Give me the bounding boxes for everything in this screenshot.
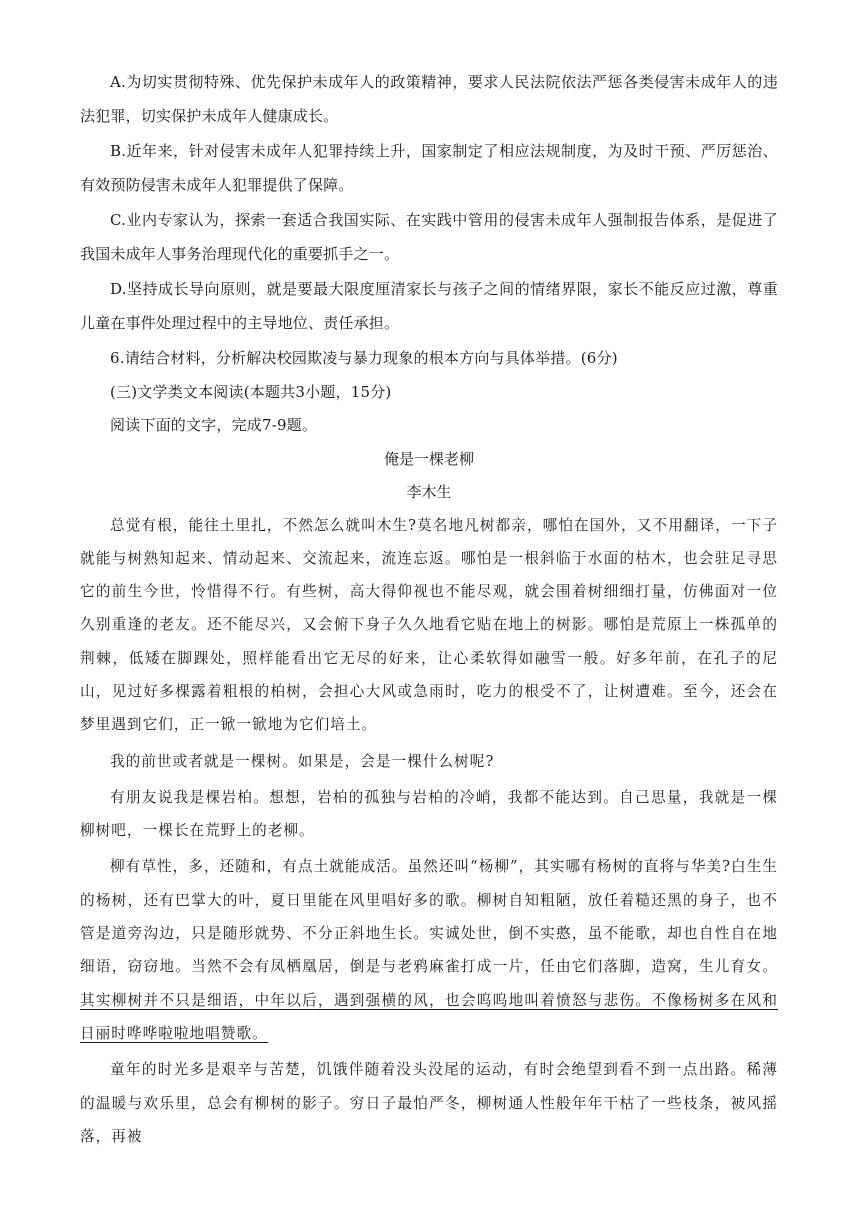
article-paragraph-4	[80, 850, 778, 1050]
option-b: B.近年来，针对侵害未成年人犯罪持续上升，国家制定了相应法规制度，为及时干预、严厉惩治、有效预防侵害未成年人犯罪提供了保障。	[80, 142, 778, 194]
underlined-sentence: 其实柳树并不只是细语，中年以后，遇到强横的风，也会呜呜地叫着愤怒与悲伤。不像杨树多在风和日丽时哗哗啦啦地唱赞歌。	[80, 991, 778, 1042]
paragraph-4-text: 柳有草性，多，还随和，有点土就能成活。虽然还叫“杨柳”，其实哪有杨树的直将与华美?白生生的杨树，还有巴掌大的叶，夏日里能在风里唱好多的歌。柳树自知粗陋，放任着糙还黑的身子，也不管是道旁沟边，只是随形就势、不分正斜地生长。实诚处世，倒不实憨，虽不能歌，却也自性自在地细语，窃窃地。当然不会有凤栖凰居，倒是与老鸦麻雀打成一片，任由它们落脚，造窝，生儿育女。	[80, 858, 778, 976]
option-c: C.业内专家认为，探索一套适合我国实际、在实践中管用的侵害未成年人强制报告体系，是促进了我国未成年人事务治理现代化的重要抓手之一。	[80, 211, 778, 263]
option-d: D.坚持成长导向原则，就是要最大限度厘清家长与孩子之间的情绪界限，家长不能反应过激，尊重儿童在事件处理过程中的主导地位、责任承担。	[80, 280, 778, 332]
article-paragraph-5: 童年的时光多是艰辛与苦楚，饥饿伴随着没头没尾的运动，有时会绝望到看不到一点出路。稀薄的温暖与欢乐里，总会有柳树的影子。穷日子最怕严冬，柳树通人性般年年干枯了一些枝条，被风摇落，再被	[80, 1061, 778, 1145]
option-a: A.为切实贯彻特殊、优先保护未成年人的政策精神，要求人民法院依法严惩各类侵害未成年人的违法犯罪，切实保护未成年人健康成长。	[80, 73, 778, 125]
reading-instruction: 阅读下面的文字，完成7-9题。	[110, 416, 318, 434]
article	[80, 443, 778, 1154]
exam-page	[80, 66, 778, 1156]
article-author: 李木生	[406, 482, 452, 501]
section-heading: (三)文学类文本阅读(本题共3小题，15分)	[110, 382, 392, 401]
article-paragraph-1: 总觉有根，能往土里扎，不然怎么就叫木生?莫名地凡树都亲，哪怕在国外，又不用翻译，一下子就能与树熟知起来、情动起来、交流起来，流连忘返。哪怕是一根斜临于水面的枯木，也会驻足寻思它的前生今世，怜惜得不行。有些树，高大得仰视也不能尽观，就会围着树细细打量，仿佛面对一位久别重逢的老友。还不能尽兴，又会俯下身子久久地看它贴在地上的树影。哪怕是荒原上一株孤单的荆棘，低矮在脚踝处，照样能看出它无尽的好来，让心柔软得如融雪一般。好多年前，在孔子的尼山，见过好多棵露着粗根的柏树，会担心大风或急雨时，吃力的根受不了，让树遭难。至今，还会在梦里遇到它们，正一锨一锨地为它们培土。	[80, 516, 778, 734]
article-paragraph-2: 我的前世或者就是一棵树。如果是，会是一棵什么树呢?	[110, 752, 495, 770]
article-title: 俺是一棵老柳	[383, 449, 474, 468]
question-6: 6.请结合材料，分析解决校园欺凌与暴力现象的根本方向与具体举措。(6分)	[110, 349, 618, 367]
article-paragraph-3: 有朋友说我是棵岩柏。想想，岩柏的孤独与岩柏的冷峭，我都不能达到。自己思量，我就是一棵柳树吧，一棵长在荒野上的老柳。	[80, 788, 778, 840]
